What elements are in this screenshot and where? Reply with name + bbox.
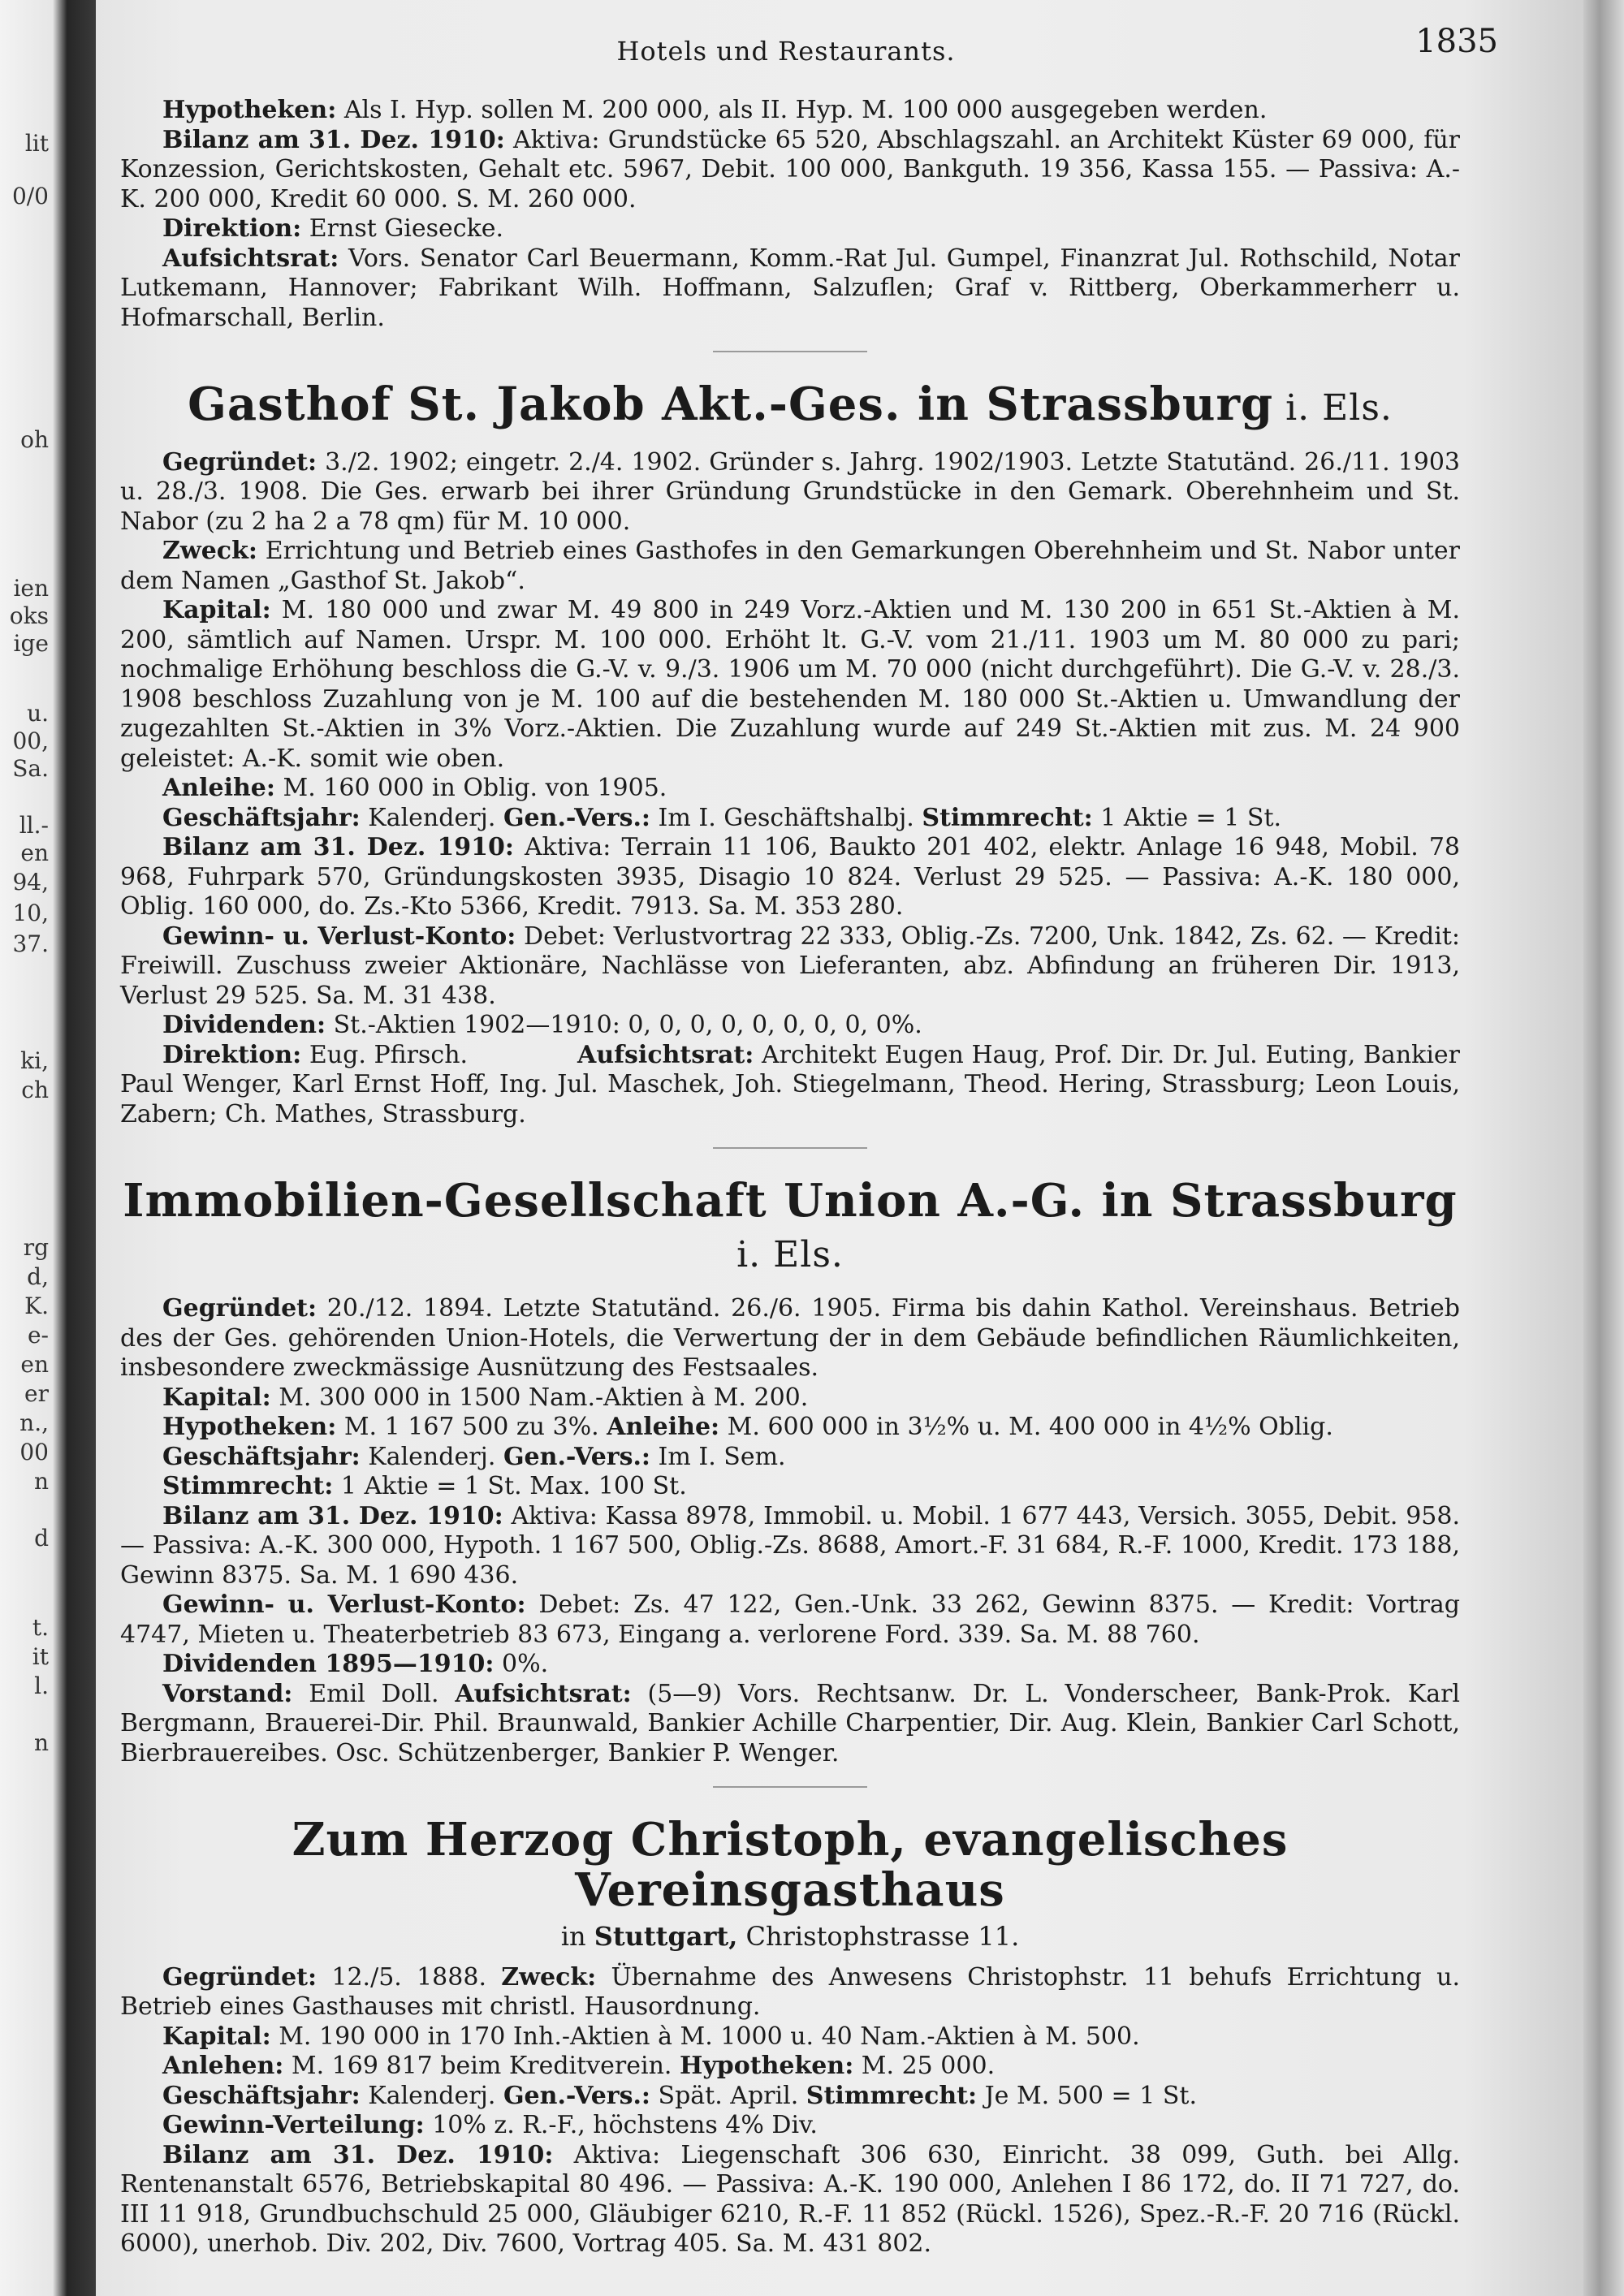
- geschaeftsjahr-paragraph: Geschäftsjahr: Kalenderj. Gen.-Vers.: Im I. Sem.: [162, 1442, 786, 1471]
- kapital-paragraph: Kapital: M. 190 000 in 170 Inh.-Aktien à M. 1000 u. 40 Nam.-Aktien à M. 500.: [162, 2022, 1140, 2051]
- margin-fragment: it: [32, 1643, 49, 1670]
- page-content: [120, 96, 1460, 2259]
- margin-fragment: u.: [27, 700, 49, 727]
- margin-fragment: 00,: [12, 727, 49, 754]
- entry-location: in Stuttgart, Christophstrasse 11.: [560, 1921, 1020, 1953]
- gewinn-verlust-paragraph: Gewinn- u. Verlust-Konto: Debet: Zs. 47 122, Gen.-Unk. 33 262, Gewinn 8375. — Kredit: Vortrag 4747, Mieten u. Theaterbetrieb 83 673, Eingang a. verlorene Ford. 339. Sa. M. 88 760.: [120, 1590, 1460, 1649]
- vorstand-aufsichtsrat-paragraph: Vorstand: Emil Doll. Aufsichtsrat: (5—9) Vors. Rechtsanw. Dr. L. Vonderscheer, Bank-Prok. Karl Bergmann, Brauerei-Dir. Phil. Braunwald, Bankier Achille Charpentier, Dir. Aug. Klein, Bankier Carl Schott, Bierbrauereibes. Osc. Schützenberger, Bankier P. Wenger.: [120, 1679, 1461, 1767]
- hypotheken-paragraph: Hypotheken: Als I. Hyp. sollen M. 200 000, als II. Hyp. M. 100 000 ausgegeben werden.: [162, 96, 1268, 124]
- margin-fragment: ien: [13, 575, 49, 602]
- margin-fragment: K.: [24, 1293, 49, 1319]
- entry-immobilien-gesellschaft-union: [120, 1176, 1460, 1788]
- bilanz-paragraph: Bilanz am 31. Dez. 1910: Aktiva: Kassa 8978, Immobil. u. Mobil. 1 677 443, Versich. 3055, Debit. 958. — Passiva: A.-K. 300 000, Hypoth. 1 167 500, Oblig.-Zs. 8688, Amort.-F. 31 684, R.-F. 1000, Kredit. 173 188, Gewinn 8375. Sa. M. 1 690 436.: [120, 1501, 1460, 1590]
- dividenden-paragraph: Dividenden 1895—1910: 0%.: [162, 1650, 549, 1679]
- hypotheken-anleihe-paragraph: Hypotheken: M. 1 167 500 zu 3%. Anleihe: M. 600 000 in 3½% u. M. 400 000 in 4½% Oblig.: [162, 1413, 1333, 1442]
- margin-fragment: en: [20, 839, 49, 866]
- gegruendet-paragraph: Gegründet: 20./12. 1894. Letzte Statutänd. 26./6. 1905. Firma bis dahin Kathol. Vereinshaus. Betrieb des der Ges. gehörenden Union-Hotels, die Verwertung der in dem Gebäude befindlichen Räumlichkeiten, insbesondere zweckmässige Ausnützung des Festsaales.: [120, 1294, 1460, 1383]
- margin-fragment: 10,: [12, 900, 49, 926]
- margin-fragment: rg: [23, 1234, 49, 1261]
- direktion-aufsichtsrat-paragraph: Direktion: Eug. Pfirsch. Aufsichtsrat: Architekt Eugen Haug, Prof. Dir. Dr. Jul. Euting, Bankier Paul Wenger, Karl Ernst Hoff, Ing. Jul. Maschek, Joh. Stiegelmann, Theod. Hering, Strassburg; Leon Louis, Zabern; Ch. Mathes, Strassburg.: [120, 1040, 1461, 1129]
- margin-fragment: ige: [13, 630, 49, 657]
- running-title: Hotels und Restaurants.: [616, 36, 956, 67]
- margin-fragment: n: [33, 1468, 49, 1495]
- margin-fragment: e-: [27, 1322, 49, 1349]
- gegruendet-zweck-paragraph: Gegründet: 12./5. 1888. Zweck: Übernahme des Anwesens Christophstr. 11 behufs Errichtung u. Betrieb eines Gasthauses mit christl. Hausordnung.: [120, 1962, 1460, 2022]
- margin-fragment: oh: [20, 426, 49, 453]
- kapital-paragraph: Kapital: M. 180 000 und zwar M. 49 800 in 249 Vorz.-Aktien und M. 130 200 in 651 St.-Aktien à M. 200, sämtlich auf Namen. Urspr. M. 100 000. Erhöht lt. G.-V. vom 21./11. 1903 um M. 80 000 zu pari; nochmalige Erhöhung beschloss die G.-V. v. 9./3. 1906 um M. 70 000 (nicht durchgeführt). Die G.-V. v. 28./3. 1908 beschloss Zuzahlung von je M. 100 auf die bestehenden M. 180 000 St.-Aktien u. Umwandlung der zugezahlten St.-Aktien in 3% Vorz.-Aktien. Die Zuzahlung wurde auf 249 St.-Aktien mit zus. M. 24 900 geleistet: A.-K. somit wie oben.: [120, 596, 1460, 773]
- anlehen-hypotheken-paragraph: Anlehen: M. 169 817 beim Kreditverein. Hypotheken: M. 25 000.: [162, 2052, 996, 2081]
- margin-fragment: l.: [34, 1672, 49, 1699]
- margin-fragment: 94,: [12, 869, 49, 896]
- gewinn-verlust-paragraph: Gewinn- u. Verlust-Konto: Debet: Verlustvortrag 22 333, Oblig.-Zs. 7200, Unk. 1842, Zs. 62. — Kredit: Freiwill. Zuschuss zweier Aktionäre, Nachlässe von Lieferanten, abz. Abfindung an früheren Dir. 1913, Verlust 29 525. Sa. M. 31 438.: [120, 921, 1460, 1010]
- page-number: 1835: [1415, 23, 1498, 60]
- gewinn-verteilung-paragraph: Gewinn-Verteilung: 10% z. R.-F., höchstens 4% Div.: [162, 2111, 818, 2140]
- section-divider: [713, 351, 867, 352]
- margin-fragment: oks: [9, 602, 49, 629]
- margin-fragment: lit: [24, 130, 49, 157]
- margin-fragment: ch: [21, 1077, 49, 1103]
- aufsichtsrat-paragraph: Aufsichtsrat: Vors. Senator Carl Beuermann, Komm.-Rat Jul. Gumpel, Finanzrat Jul. Rothschild, Notar Lutkemann, Hannover; Fabrikant Wilh. Hoffmann, Salzuflen; Graf v. Rittberg, Oberkammerherr u. Hofmarschall, Berlin.: [120, 244, 1460, 332]
- zweck-paragraph: Zweck: Errichtung und Betrieb eines Gasthofes in den Gemarkungen Oberehnheim und St. Nabor unter dem Namen „Gasthof St. Jakob“.: [120, 537, 1460, 595]
- geschaeftsjahr-paragraph: Geschäftsjahr: Kalenderj. Gen.-Vers.: Im I. Geschäftshalbj. Stimmrecht: 1 Aktie = 1 St.: [162, 803, 1282, 832]
- stimmrecht-paragraph: Stimmrecht: 1 Aktie = 1 St. Max. 100 St.: [162, 1472, 687, 1501]
- margin-fragment: Sa.: [12, 755, 49, 782]
- margin-fragment: en: [20, 1351, 49, 1378]
- dividenden-paragraph: Dividenden: St.-Aktien 1902—1910: 0, 0, 0, 0, 0, 0, 0, 0, 0%.: [162, 1011, 922, 1040]
- margin-fragment: 37.: [12, 930, 49, 957]
- direktion-paragraph: Direktion: Ernst Giesecke.: [162, 214, 504, 243]
- entry-title: Gasthof St. Jakob Akt.-Ges. in Strassburg i. Els.: [188, 378, 1393, 431]
- margin-fragment: 00: [19, 1439, 49, 1465]
- entry-gasthof-st-jakob: [120, 380, 1460, 1149]
- section-divider: [713, 1147, 867, 1149]
- geschaeftsjahr-paragraph: Geschäftsjahr: Kalenderj. Gen.-Vers.: Spät. April. Stimmrecht: Je M. 500 = 1 St.: [162, 2081, 1197, 2110]
- kapital-paragraph: Kapital: M. 300 000 in 1500 Nam.-Aktien à M. 200.: [162, 1383, 809, 1412]
- anleihe-paragraph: Anleihe: M. 160 000 in Oblig. von 1905.: [162, 774, 667, 803]
- bilanz-paragraph: Bilanz am 31. Dez. 1910: Aktiva: Liegenschaft 306 630, Einricht. 38 099, Guth. bei Allg. Rentenanstalt 6576, Betriebskapital 80 496. — Passiva: A.-K. 190 000, Anlehen I 86 172, do. II 71 727, do. III 11 918, Grundbuchschuld 25 000, Gläubiger 6210, R.-F. 11 852 (Rückl. 1526), Spez.-R.-F. 20 716 (Rückl. 6000), unerhob. Div. 202, Div. 7600, Vortrag 405. Sa. M. 431 802.: [120, 2140, 1460, 2259]
- entry-continuation: [120, 96, 1460, 352]
- margin-fragment: 0/0: [11, 183, 49, 209]
- entry-zum-herzog-christoph: [120, 1815, 1460, 2259]
- entry-title: Zum Herzog Christoph, evangelisches Vereinsgasthaus: [292, 1813, 1289, 1917]
- margin-fragment: ki,: [20, 1047, 49, 1074]
- right-page-edge: [1583, 0, 1624, 2296]
- book-page: [96, 0, 1583, 2296]
- margin-fragment: t.: [32, 1614, 49, 1641]
- left-page-edge: [0, 0, 96, 2296]
- margin-fragment: ll.-: [19, 812, 49, 839]
- margin-fragment: d: [34, 1525, 49, 1552]
- margin-fragment: d,: [27, 1263, 49, 1290]
- margin-fragment: n: [33, 1729, 49, 1756]
- gegruendet-paragraph: Gegründet: 3./2. 1902; eingetr. 2./4. 1902. Gründer s. Jahrg. 1902/1903. Letzte Statutänd. 26./11. 1903 u. 28./3. 1908. Die Ges. erwarb bei ihrer Gründung Grundstücke in den Gemark. Oberehnheim und St. Nabor (zu 2 ha 2 a 78 qm) für M. 10 000.: [120, 447, 1460, 536]
- entry-title: Immobilien-Gesellschaft Union A.-G. in Strassburg i. Els.: [123, 1174, 1458, 1275]
- margin-fragment: er: [24, 1380, 49, 1407]
- bilanz-paragraph: Bilanz am 31. Dez. 1910: Aktiva: Terrain 11 106, Baukto 201 402, elektr. Anlage 16 948, Mobil. 78 968, Fuhrpark 570, Gründungskosten 3935, Disagio 10 824. Verlust 29 525. — Passiva: A.-K. 180 000, Oblig. 160 000, do. Zs.-Kto 5366, Kredit. 7913. Sa. M. 353 280.: [120, 833, 1460, 921]
- bilanz-paragraph: Bilanz am 31. Dez. 1910: Aktiva: Grundstücke 65 520, Abschlagszahl. an Architekt Küster 69 000, für Konzession, Gerichtskosten, Gehalt etc. 5967, Debit. 100 000, Bankguth. 19 356, Kassa 155. — Passiva: A.-K. 200 000, Kredit 60 000. S. M. 260 000.: [120, 125, 1460, 214]
- section-divider: [713, 1786, 867, 1788]
- margin-fragment: n.,: [19, 1409, 49, 1436]
